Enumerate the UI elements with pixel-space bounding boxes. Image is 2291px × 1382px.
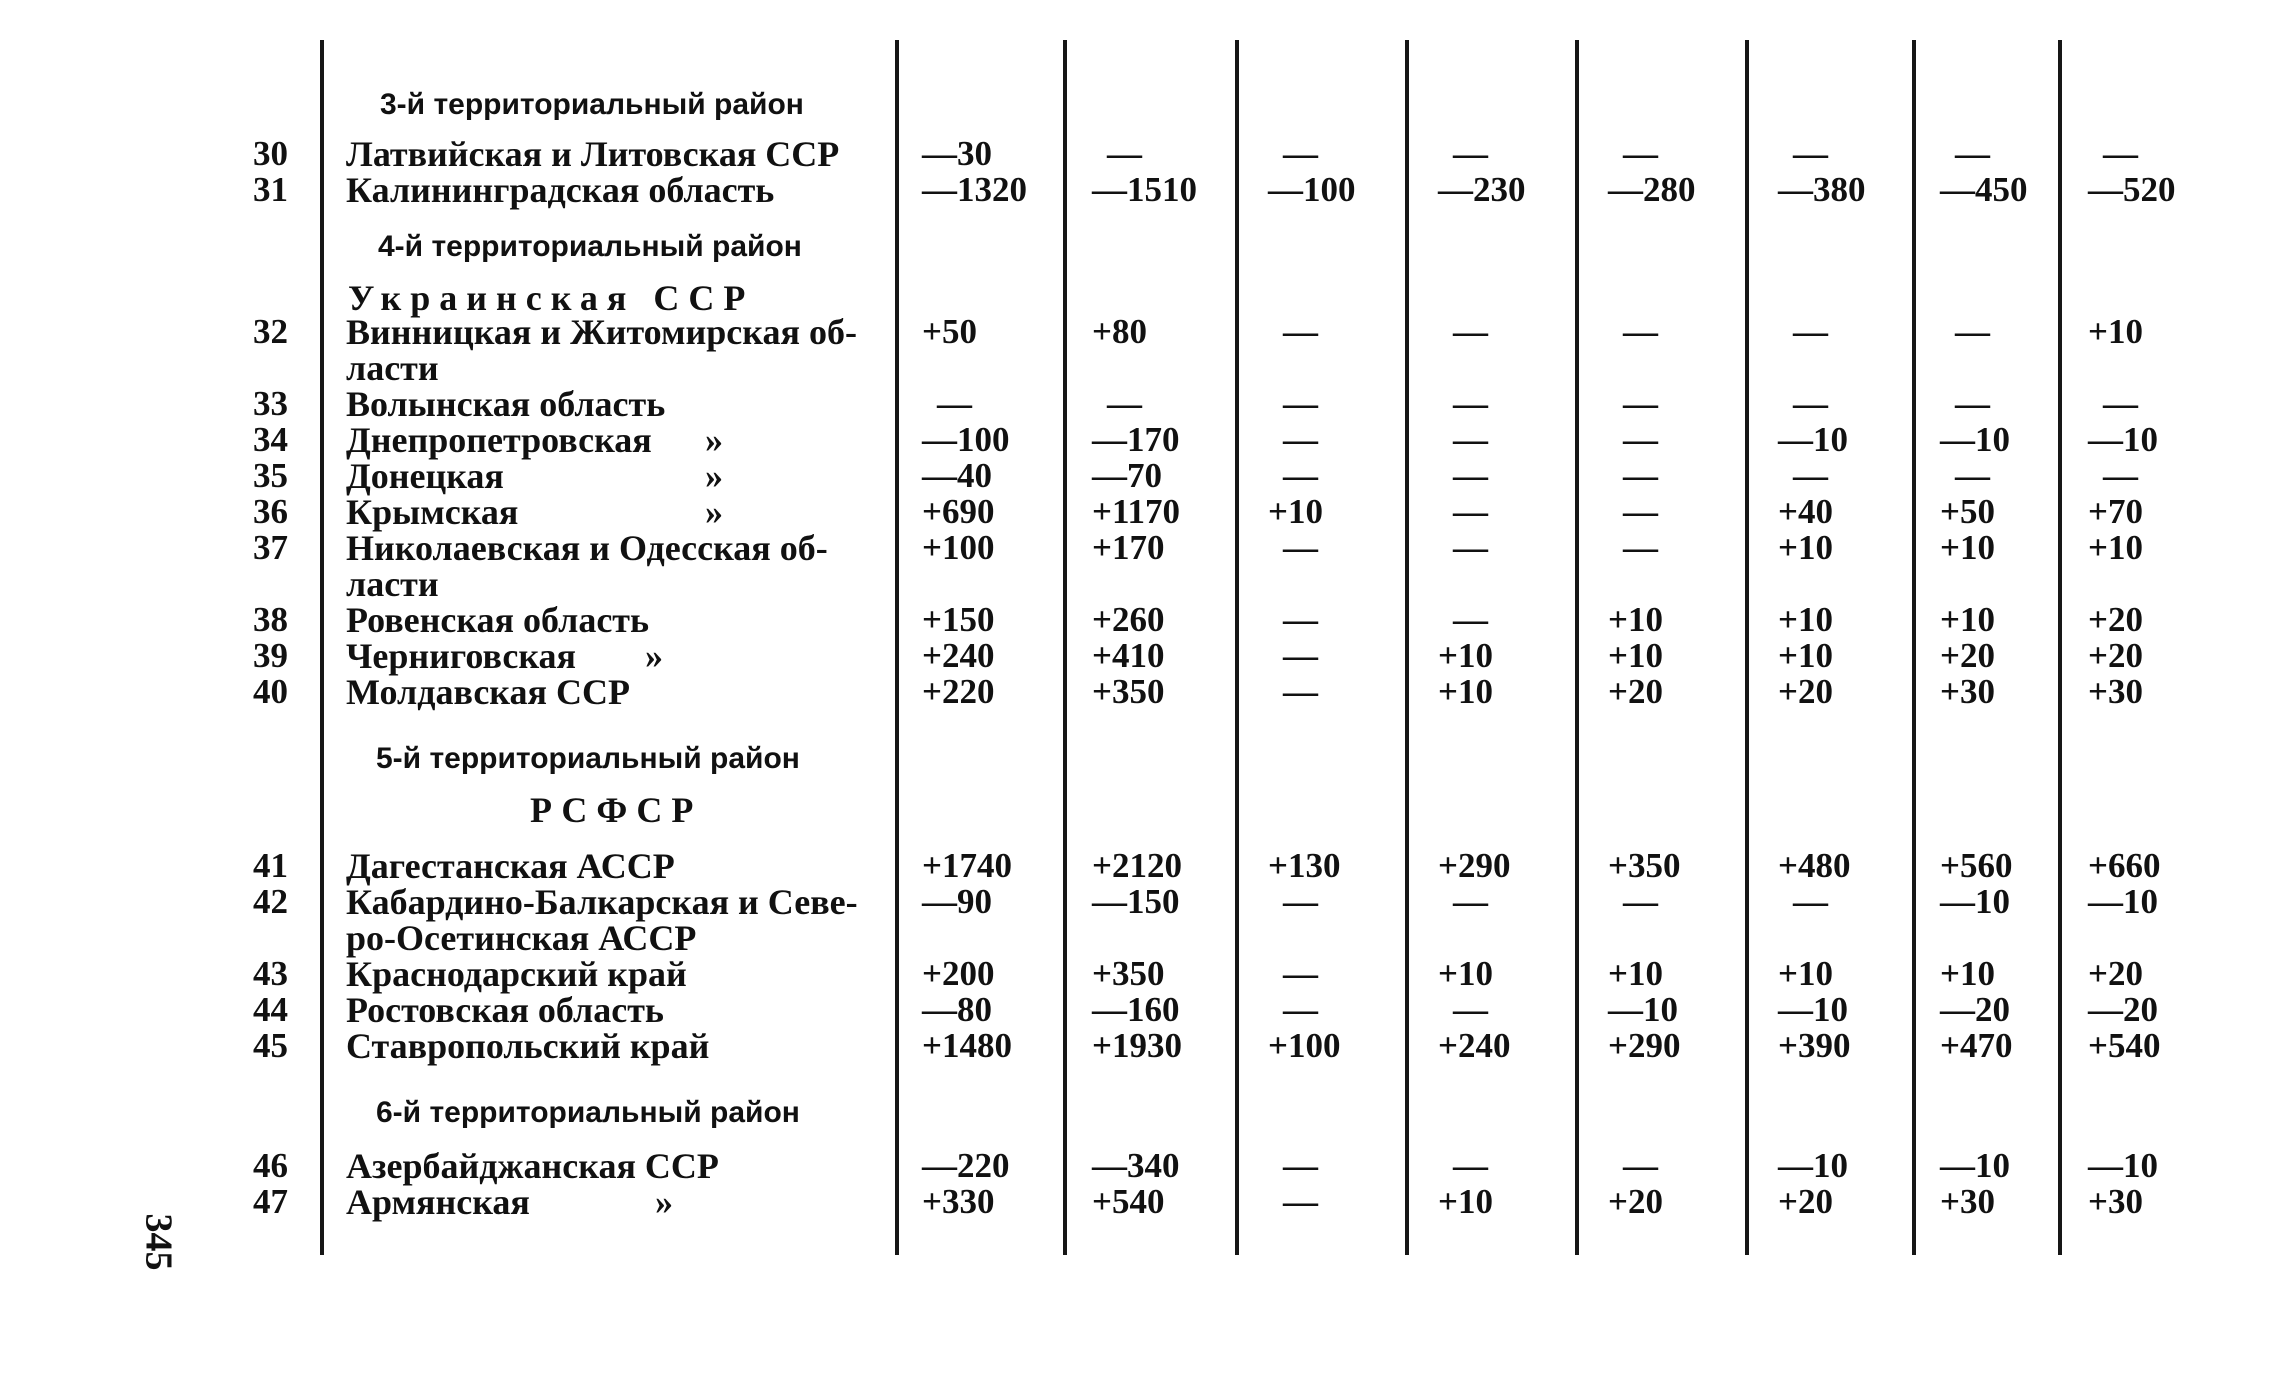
table-cell: +10	[1608, 636, 1663, 675]
row-label: Днепропетровская	[346, 420, 652, 460]
table-cell: +260	[1092, 600, 1165, 639]
table-cell: —	[1623, 420, 1658, 459]
table-cell: +200	[922, 954, 995, 993]
table-cell: +290	[1608, 1026, 1681, 1065]
table-cell: —	[1453, 420, 1488, 459]
table-cell: —	[1955, 312, 1990, 351]
ditto-mark: »	[705, 456, 723, 496]
row-number: 30	[253, 134, 288, 173]
table-cell: +10	[1608, 600, 1663, 639]
row-label: Азербайджанская ССР	[346, 1146, 719, 1186]
table-cell: —	[1453, 134, 1488, 173]
table-cell: —	[1623, 134, 1658, 173]
table-cell: +2120	[1092, 846, 1182, 885]
table-cell: +10	[1940, 954, 1995, 993]
table-cell: —	[1283, 134, 1318, 173]
row-label: ласти	[346, 564, 439, 604]
table-cell: +1170	[1092, 492, 1181, 531]
table-cell: —80	[922, 990, 992, 1029]
row-number: 46	[253, 1146, 288, 1185]
ditto-mark: »	[655, 1182, 673, 1222]
column-rule	[2058, 40, 2062, 1255]
table-cell: +390	[1778, 1026, 1851, 1065]
ditto-mark: »	[645, 636, 663, 676]
table-cell: —10	[1940, 882, 2010, 921]
table-cell: +40	[1778, 492, 1833, 531]
row-number: 42	[253, 882, 288, 921]
section-subheading: РСФСР	[530, 790, 703, 830]
table-cell: —150	[1092, 882, 1180, 921]
row-number: 37	[253, 528, 288, 567]
table-cell: —520	[2088, 170, 2176, 209]
row-label: Ставропольский край	[346, 1026, 710, 1066]
table-cell: +10	[1608, 954, 1663, 993]
section-heading: 6-й территориальный район	[376, 1096, 800, 1129]
row-label: Краснодарский край	[346, 954, 687, 994]
table-cell: +1930	[1092, 1026, 1182, 1065]
table-cell: +30	[2088, 672, 2143, 711]
table-cell: —380	[1778, 170, 1866, 209]
row-label: Донецкая	[346, 456, 504, 496]
table-cell: —	[2103, 384, 2138, 423]
table-cell: +290	[1438, 846, 1511, 885]
table-cell: —	[1283, 990, 1318, 1029]
table-cell: —1320	[922, 170, 1027, 209]
table-cell: +30	[1940, 1182, 1995, 1221]
table-cell: —	[1623, 1146, 1658, 1185]
table-cell: +10	[2088, 528, 2143, 567]
table-cell: +240	[1438, 1026, 1511, 1065]
table-cell: +20	[2088, 954, 2143, 993]
table-cell: +660	[2088, 846, 2161, 885]
table-cell: +560	[1940, 846, 2013, 885]
table-cell: —340	[1092, 1146, 1180, 1185]
table-cell: —20	[2088, 990, 2158, 1029]
table-cell: +80	[1092, 312, 1147, 351]
table-cell: +10	[1778, 954, 1833, 993]
table-cell: —160	[1092, 990, 1180, 1029]
table-cell: —100	[922, 420, 1010, 459]
table-cell: +470	[1940, 1026, 2013, 1065]
table-cell: +10	[1438, 636, 1493, 675]
row-label: ро-Осетинская АССР	[346, 918, 697, 958]
table-cell: —	[1283, 528, 1318, 567]
table-cell: +10	[1438, 954, 1493, 993]
table-cell: —	[1623, 882, 1658, 921]
table-cell: —30	[922, 134, 992, 173]
row-number: 44	[253, 990, 288, 1029]
column-rule	[1745, 40, 1749, 1255]
table-cell: +170	[1092, 528, 1165, 567]
table-cell: —	[1453, 990, 1488, 1029]
table-cell: —	[1453, 312, 1488, 351]
table-cell: +540	[1092, 1182, 1165, 1221]
table-cell: —	[1623, 492, 1658, 531]
row-number: 33	[253, 384, 288, 423]
table-cell: +20	[1608, 1182, 1663, 1221]
table-cell: +1480	[922, 1026, 1012, 1065]
row-number: 36	[253, 492, 288, 531]
table-cell: —	[1453, 600, 1488, 639]
table-cell: +10	[1778, 636, 1833, 675]
table-cell: —	[1453, 1146, 1488, 1185]
row-label: Винницкая и Житомирская об-	[346, 312, 857, 352]
row-label: Ростовская область	[346, 990, 664, 1030]
table-cell: —	[1955, 384, 1990, 423]
table-cell: —10	[1940, 420, 2010, 459]
row-number: 43	[253, 954, 288, 993]
table-cell: —10	[1608, 990, 1678, 1029]
table-cell: —10	[1778, 1146, 1848, 1185]
table-cell: +20	[1778, 672, 1833, 711]
table-cell: +100	[922, 528, 995, 567]
table-cell: +30	[1940, 672, 1995, 711]
column-rule	[895, 40, 899, 1255]
table-cell: +30	[2088, 1182, 2143, 1221]
row-label: Кабардино-Балкарская и Севе-	[346, 882, 858, 922]
table-cell: +350	[1092, 672, 1165, 711]
table-cell: —10	[1778, 420, 1848, 459]
table-cell: —	[1283, 312, 1318, 351]
table-cell: +10	[2088, 312, 2143, 351]
row-label: ласти	[346, 348, 439, 388]
table-cell: —280	[1608, 170, 1696, 209]
column-rule	[1063, 40, 1067, 1255]
row-number: 32	[253, 312, 288, 351]
table-cell: —	[1453, 528, 1488, 567]
table-cell: —	[1283, 636, 1318, 675]
table-cell: +410	[1092, 636, 1165, 675]
table-cell: —	[1283, 600, 1318, 639]
table-cell: —100	[1268, 170, 1356, 209]
table-cell: +130	[1268, 846, 1341, 885]
table-cell: +10	[1778, 600, 1833, 639]
row-number: 39	[253, 636, 288, 675]
table-cell: —	[1283, 672, 1318, 711]
table-cell: —	[1623, 528, 1658, 567]
table-cell: —90	[922, 882, 992, 921]
table-cell: —230	[1438, 170, 1526, 209]
section-subheading: Украинская ССР	[348, 278, 755, 318]
column-rule	[1235, 40, 1239, 1255]
table-cell: +20	[1608, 672, 1663, 711]
table-cell: —	[1283, 882, 1318, 921]
table-cell: +70	[2088, 492, 2143, 531]
table-cell: —	[1793, 882, 1828, 921]
table-cell: —	[1453, 492, 1488, 531]
row-number: 31	[253, 170, 288, 209]
row-label: Николаевская и Одесская об-	[346, 528, 828, 568]
row-label: Крымская	[346, 492, 519, 532]
table-cell: —	[1107, 134, 1142, 173]
table-cell: +100	[1268, 1026, 1341, 1065]
table-cell: +480	[1778, 846, 1851, 885]
table-cell: —	[2103, 456, 2138, 495]
ditto-mark: »	[705, 492, 723, 532]
table-cell: +350	[1092, 954, 1165, 993]
ditto-mark: »	[705, 420, 723, 460]
table-cell: —	[1107, 384, 1142, 423]
table-cell: +540	[2088, 1026, 2161, 1065]
table-cell: +10	[1438, 672, 1493, 711]
row-number: 47	[253, 1182, 288, 1221]
page-number: 345	[137, 1213, 180, 1271]
row-label: Армянская	[346, 1182, 530, 1222]
row-label: Латвийская и Литовская ССР	[346, 134, 840, 174]
row-number: 34	[253, 420, 288, 459]
table-cell: +330	[922, 1182, 995, 1221]
table-cell: +690	[922, 492, 995, 531]
row-label: Дагестанская АССР	[346, 846, 675, 886]
row-number: 40	[253, 672, 288, 711]
table-cell: —10	[2088, 420, 2158, 459]
table-cell: —450	[1940, 170, 2028, 209]
table-cell: —	[1955, 134, 1990, 173]
row-label: Калининградская область	[346, 170, 775, 210]
column-rule	[320, 40, 324, 1255]
table-cell: —10	[2088, 882, 2158, 921]
table-cell: —10	[2088, 1146, 2158, 1185]
table-cell: +10	[1940, 600, 1995, 639]
row-number: 41	[253, 846, 288, 885]
table-cell: —	[1453, 882, 1488, 921]
table-cell: +150	[922, 600, 995, 639]
table-cell: —	[1793, 134, 1828, 173]
column-rule	[1405, 40, 1409, 1255]
table-cell: —	[1283, 954, 1318, 993]
table-cell: +1740	[922, 846, 1012, 885]
table-cell: —	[1955, 456, 1990, 495]
table-cell: +10	[1778, 528, 1833, 567]
table-cell: +220	[922, 672, 995, 711]
table-cell: —	[1623, 312, 1658, 351]
table-cell: —70	[1092, 456, 1162, 495]
table-cell: +10	[1940, 528, 1995, 567]
table-cell: —	[2103, 134, 2138, 173]
table-cell: —10	[1778, 990, 1848, 1029]
table-cell: —	[1793, 384, 1828, 423]
table-cell: —10	[1940, 1146, 2010, 1185]
section-heading: 3-й территориальный район	[380, 88, 804, 121]
table-cell: —	[1453, 384, 1488, 423]
table-cell: —20	[1940, 990, 2010, 1029]
table-cell: +50	[922, 312, 977, 351]
table-cell: —220	[922, 1146, 1010, 1185]
table-cell: —	[1283, 1146, 1318, 1185]
row-label: Черниговская	[346, 636, 576, 676]
table-cell: +50	[1940, 492, 1995, 531]
table-cell: +20	[2088, 636, 2143, 675]
row-label: Молдавская ССР	[346, 672, 630, 712]
table-cell: +20	[1778, 1182, 1833, 1221]
table-cell: —	[1793, 312, 1828, 351]
table-cell: —170	[1092, 420, 1180, 459]
row-number: 35	[253, 456, 288, 495]
table-cell: +10	[1268, 492, 1323, 531]
table-cell: —	[1793, 456, 1828, 495]
table-cell: +20	[2088, 600, 2143, 639]
table-cell: —1510	[1092, 170, 1197, 209]
table-cell: —	[1283, 456, 1318, 495]
row-label: Волынская область	[346, 384, 666, 424]
table-cell: —	[1283, 1182, 1318, 1221]
table-cell: —	[1623, 384, 1658, 423]
table-cell: +350	[1608, 846, 1681, 885]
table-cell: —	[1623, 456, 1658, 495]
table-cell: —	[1283, 384, 1318, 423]
table-cell: —	[937, 384, 972, 423]
row-label: Ровенская область	[346, 600, 650, 640]
section-heading: 4-й территориальный район	[378, 230, 802, 263]
table-cell: +20	[1940, 636, 1995, 675]
table-cell: +10	[1438, 1182, 1493, 1221]
row-number: 38	[253, 600, 288, 639]
table-cell: +240	[922, 636, 995, 675]
row-number: 45	[253, 1026, 288, 1065]
table-cell: —40	[922, 456, 992, 495]
column-rule	[1575, 40, 1579, 1255]
table-cell: —	[1283, 420, 1318, 459]
column-rule	[1912, 40, 1916, 1255]
section-heading: 5-й территориальный район	[376, 742, 800, 775]
table-cell: —	[1453, 456, 1488, 495]
